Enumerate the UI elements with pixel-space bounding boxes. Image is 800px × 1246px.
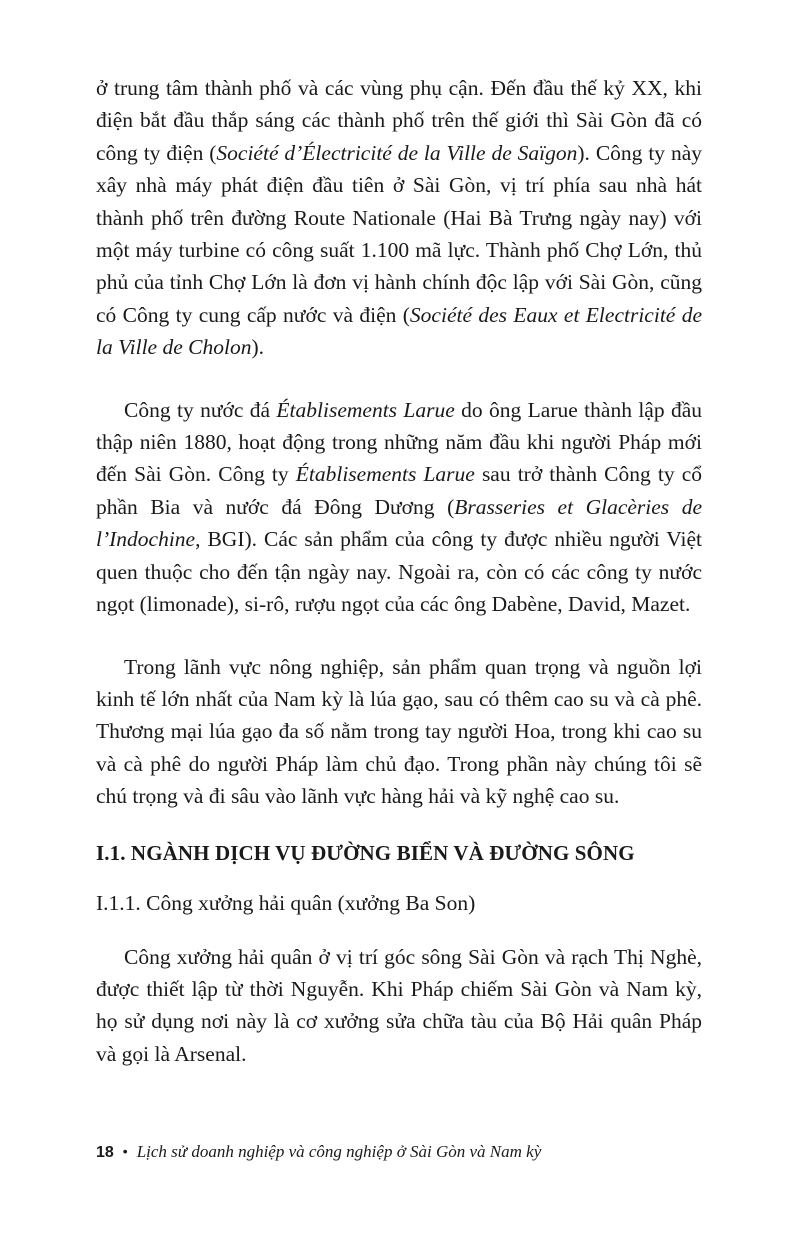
paragraph-electricity [96,72,702,364]
text-segment: ở trung tâm thành phố và các vùng phụ cận. Đến đầu thế kỷ XX, khi điện bắt đầu thắp sáng các thành phố trên thế giới thì Sài Gòn đã có công ty điện ( [96,76,702,165]
italic-text-segment: Brasseries et Glacèries de l’Indochine [96,494,702,552]
page-body [96,72,702,1100]
text-segment: Trong lãnh vực nông nghiệp, sản phẩm quan trọng và nguồn lợi kinh tế lớn nhất của Nam kỳ là lúa gạo, sau có thêm cao su và cà phê. Thương mại lúa gạo đa số nằm trong tay người Hoa, trong khi cao su và cà phê do người Pháp làm chủ đạo. Trong phần này chúng tôi sẽ chú trọng và đi sâu vào lãnh vực hàng hải và kỹ nghệ cao su. [96,654,702,809]
footer-separator: • [122,1143,128,1159]
subsection-heading: I.1.1. Công xưởng hải quân (xưởng Ba Son) [96,890,476,915]
italic-text-segment: Société des Eaux et Electricité de la Ville de Cholon [96,302,702,360]
text-segment: ). [251,335,265,360]
paragraph-arsenal: Công xưởng hải quân ở vị trí góc sông Sài Gòn và rạch Thị Nghè, được thiết lập từ thời Nguyễn. Khi Pháp chiếm Sài Gòn và Nam kỳ, họ sử dụng nơi này là cơ xưởng sửa chữa tàu của Bộ Hải quân Pháp và gọi là Arsenal. [96,944,702,1066]
page-footer [96,1140,702,1165]
paragraph-ice-company [96,394,702,621]
section-heading: I.1. NGÀNH DỊCH VỤ ĐƯỜNG BIỂN VÀ ĐƯỜNG SÔNG [96,840,635,865]
text-segment: Công ty nước đá [124,397,277,422]
text-segment: ). Công ty này xây nhà máy phát điện đầu tiên ở Sài Gòn, vị trí phía sau nhà hát thành phố trên đường Route Nationale (Hai Bà Trưng ngày nay) với một máy turbine có công suất 1.100 mã lực. Thành phố Chợ Lớn, thủ phủ của tỉnh Chợ Lớn là đơn vị hành chính độc lập với Sài Gòn, cũng có Công ty cung cấp nước và điện ( [96,140,702,327]
text-segment: sau trở thành Công ty cổ phần Bia và nước đá Đông Dương ( [96,462,702,519]
book-title: Lịch sử doanh nghiệp và công nghiệp ở Sài Gòn và Nam kỳ [136,1142,542,1161]
paragraph-agriculture [96,651,702,813]
text-segment: , BGI). Các sản phẩm của công ty được nhiều người Việt quen thuộc cho đến tận ngày nay. Ngoài ra, còn có các công ty nước ngọt (limonade), si-rô, rượu ngọt của các ông Dabène, David, Mazet. [96,527,702,617]
page-number: 18 [96,1144,114,1161]
italic-text-segment: Établisements Larue [295,462,475,487]
text-segment: do ông Larue thành lập đầu thập niên 1880, hoạt động trong những năm đầu khi người Pháp mới đến Sài Gòn. Công ty [96,397,702,487]
italic-text-segment: Établisements Larue [276,397,455,422]
italic-text-segment: Société d’Électricité de la Ville de Saïgon [216,140,578,165]
